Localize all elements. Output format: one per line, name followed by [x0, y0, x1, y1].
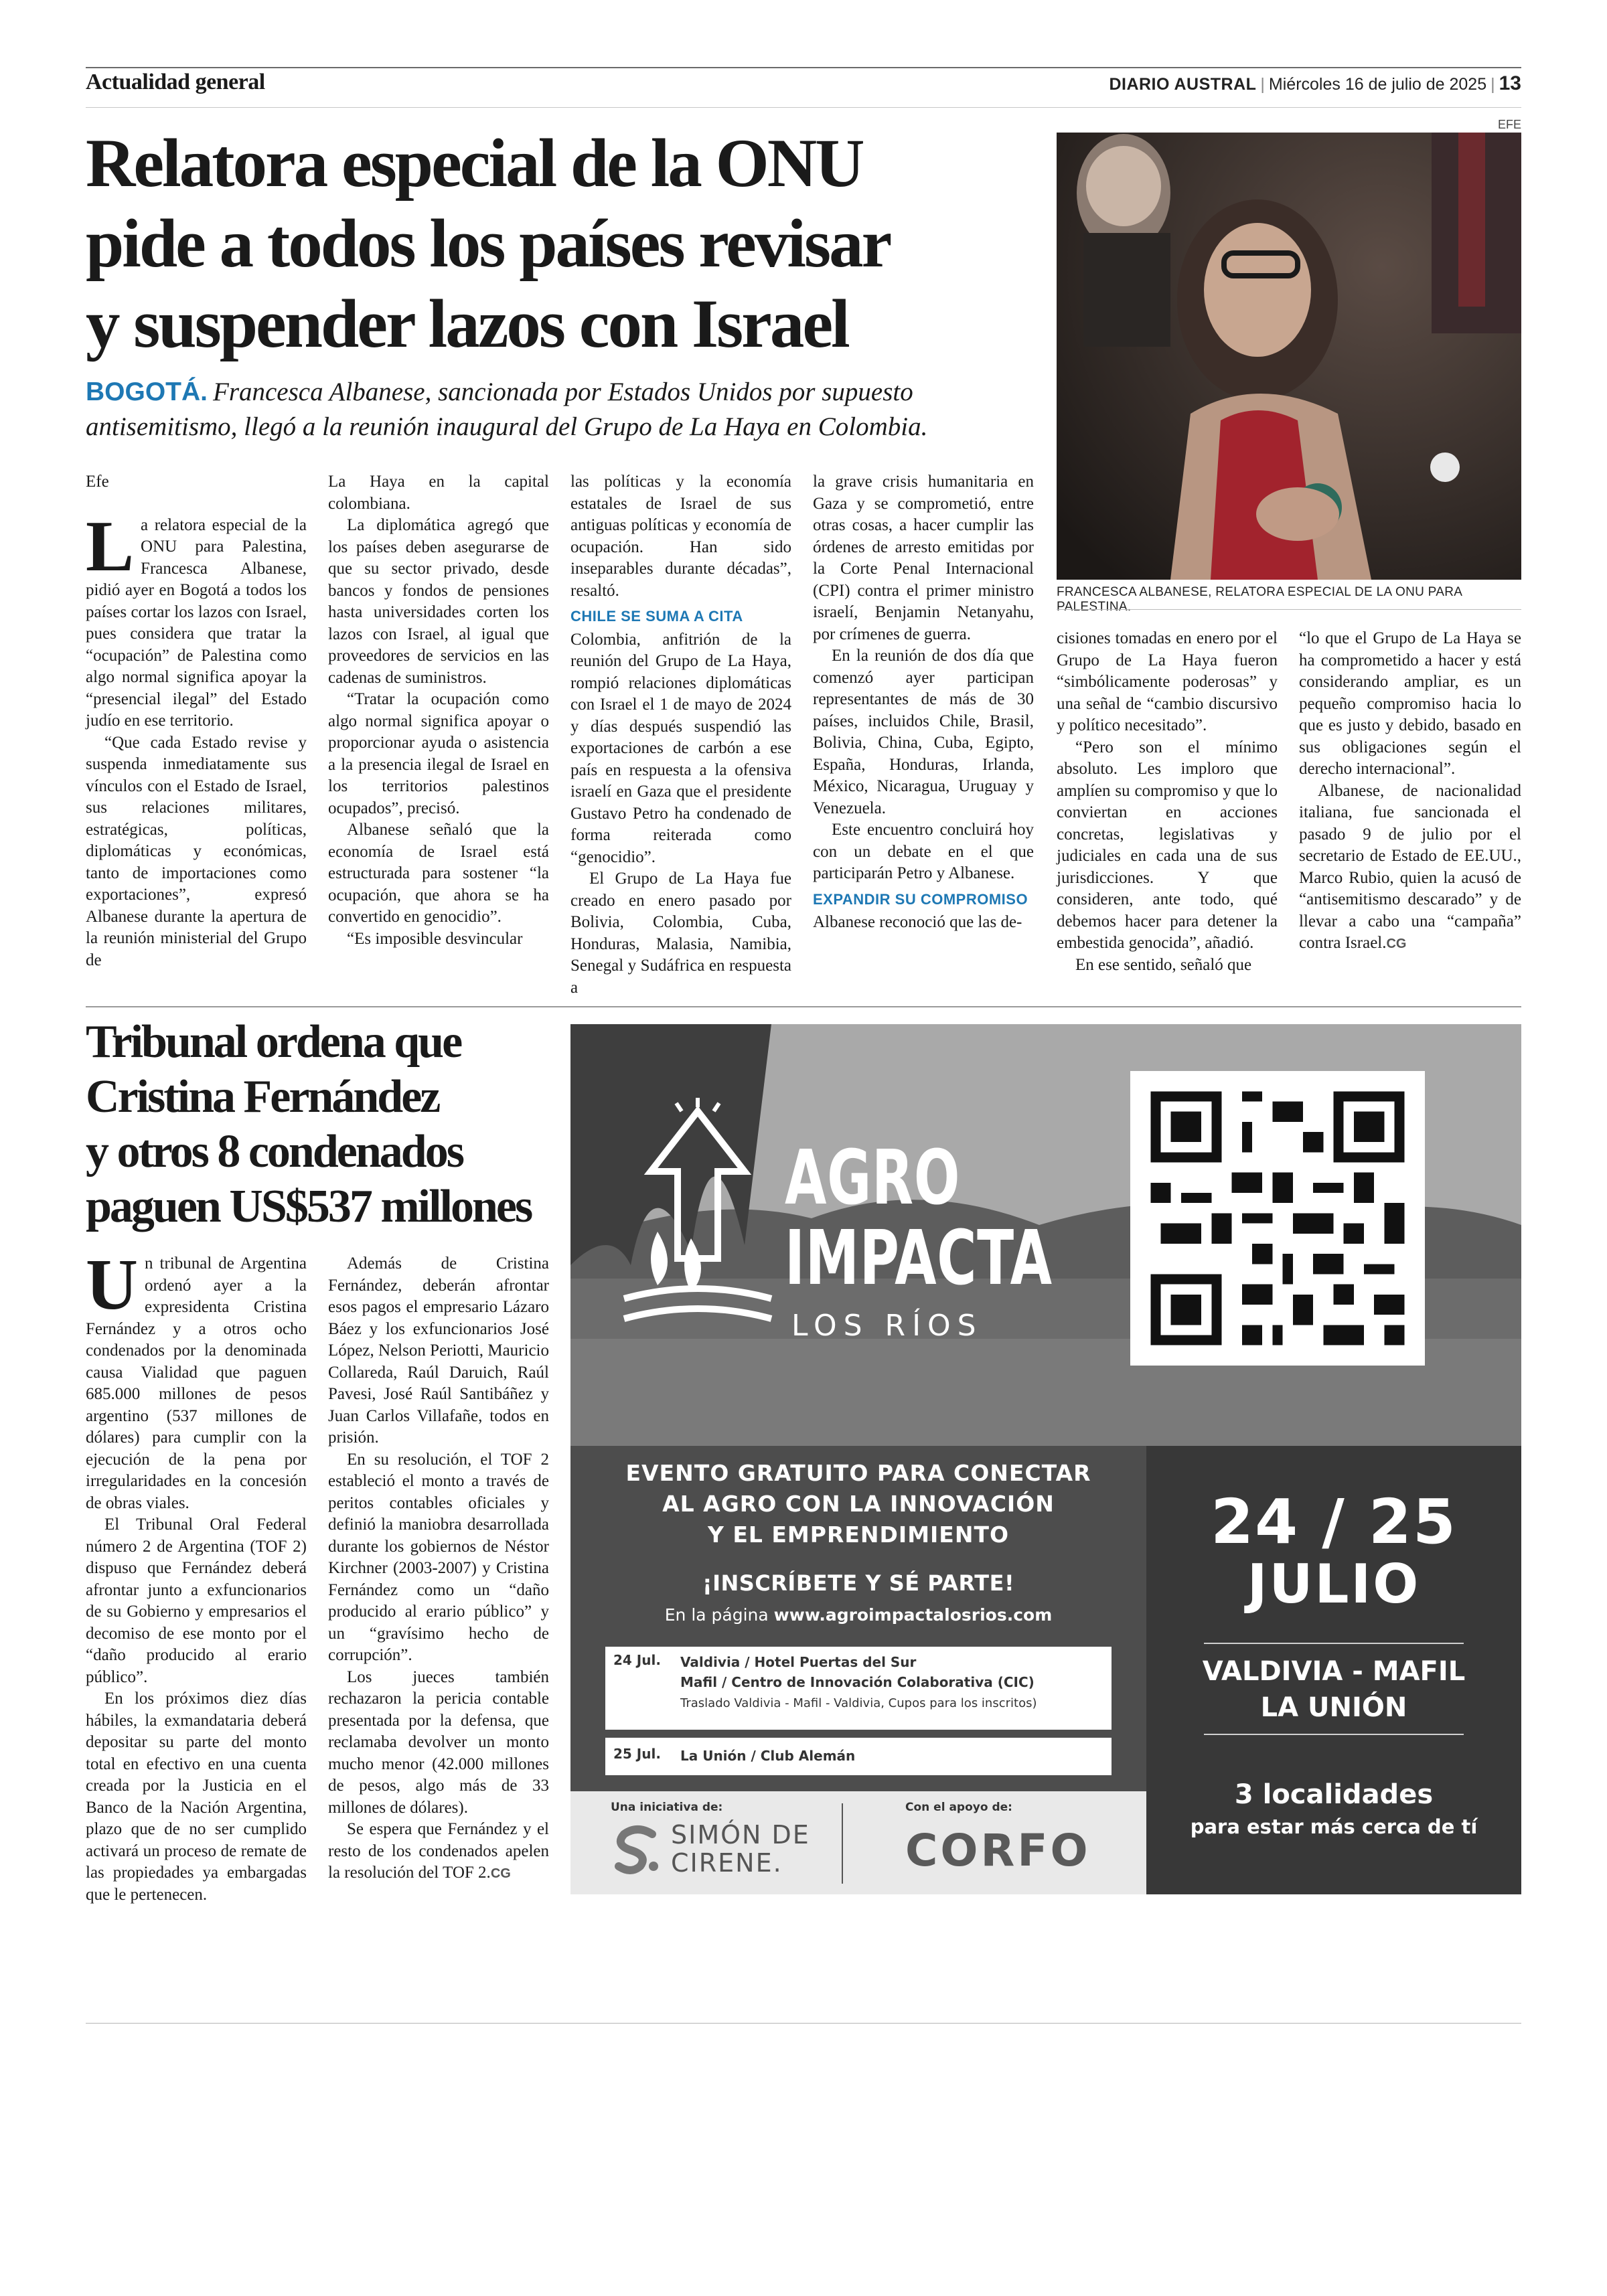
- paragraph: las políticas y la economía estatales de Israel de sus antiguas políticas y economía de ocupación. Han sido inseparables durante décadas”, resaltó.: [570, 473, 791, 600]
- event-month: JULIO: [1247, 1553, 1421, 1615]
- paragraph: El Tribunal Oral Federal número 2 de Argentina (TOF 2) dispuso que Fernández deberá afrontar junto a exfuncionarios de su Gobierno y empresarios el decomiso de ese monto por el “daño producido al erario público”.: [86, 1515, 307, 1686]
- folio-separator: |: [1260, 75, 1265, 94]
- event-line: AL AGRO CON LA INNOVACIÓN: [662, 1491, 1055, 1517]
- dropcap: L: [86, 506, 135, 586]
- support-name: CORFO: [905, 1825, 1091, 1876]
- paragraph: Los jueces también rechazaron la pericia contable presentada por la defensa, que reclamaba devolver un monto mucho menor (42.000 millones de pesos, algo más de 33 millones de dólares).: [328, 1667, 549, 1817]
- paragraph: Este encuentro concluirá hoy con un debate en el que participarán Petro y Albanese.: [813, 821, 1034, 882]
- section-divider: [86, 1006, 1521, 1007]
- schedule-details: [680, 1652, 1095, 1714]
- page-bottom-rule: [86, 2023, 1521, 2024]
- website-line: [570, 1605, 1146, 1625]
- story2-column-2: [328, 1253, 549, 1885]
- city-line: VALDIVIA - MAFIL: [1202, 1656, 1466, 1687]
- story1-column-6: [1299, 628, 1521, 955]
- paragraph: La Haya en la capital colombiana.: [328, 473, 549, 513]
- caption-rule: [1057, 609, 1521, 610]
- schedule-line: Mafil / Centro de Innovación Colaborativa (CIC): [680, 1674, 1035, 1690]
- story1-column-4: [813, 471, 1034, 934]
- schedule-line: Valdivia / Hotel Puertas del Sur: [680, 1654, 917, 1670]
- initiative-label: Una iniciativa de:: [611, 1801, 723, 1814]
- page-number: 13: [1499, 72, 1521, 94]
- publication-date: Miércoles 16 de julio de 2025: [1268, 75, 1487, 94]
- headline-line: pide a todos los países revisar: [86, 206, 891, 282]
- story1-column-1: [86, 471, 307, 971]
- paragraph: En ese sentido, señaló que: [1075, 955, 1252, 974]
- initiative-line: SIMÓN DE: [671, 1820, 810, 1850]
- header-bottom-rule: [86, 107, 1521, 108]
- headline-line: Cristina Fernández: [86, 1071, 439, 1123]
- simon-de-cirene-logo-icon: [611, 1822, 664, 1876]
- deck-text: Francesca Albanese, sancionada por Estados Unidos por supuesto antisemitismo, llegó a la reunión inaugural del Grupo de La Haya en Colombia.: [86, 378, 928, 441]
- paragraph: la grave crisis humanitaria en Gaza y se comprometió, entre otras cosas, a hacer cumplir las órdenes de arresto emitidas por la Corte Penal Internacional (CPI) contra el primer ministro israelí, Benjamin Netanyahu, por crímenes de guerra.: [813, 473, 1034, 643]
- ad-landscape: [570, 1024, 1521, 1446]
- call-to-action: ¡INSCRÍBETE Y SÉ PARTE!: [702, 1570, 1015, 1596]
- section-label: Actualidad general: [86, 70, 265, 94]
- photo-caption: FRANCESCA ALBANESE, RELATORA ESPECIAL DE LA ONU PARA PALESTINA.: [1057, 585, 1462, 614]
- paragraph: “Es imposible desvincular: [347, 929, 523, 948]
- byline: Efe: [86, 473, 109, 491]
- folio-separator: |: [1490, 75, 1495, 94]
- city-line: LA UNIÓN: [1260, 1692, 1407, 1723]
- paragraph: Además de Cristina Fernández, deberán afrontar esos pagos el empresario Lázaro Báez y los exfuncionarios José López, Nelson Periotti, Mauricio Collareda, Raúl Daruich, Raúl Pavesi, José Raúl Santibáñez y Juan Carlos Villafañe, todos en prisión.: [328, 1254, 549, 1447]
- page-folio: [1109, 72, 1521, 95]
- paragraph-text: Albanese, de nacionalidad italiana, fue sancionada el pasado 9 de julio por el secretario de Estado de EE.UU., Marco Rubio, quien la acusó de “antisemitismo descarado” y de llevar a cabo una “campaña” contra Israel.: [1299, 781, 1521, 952]
- story-deck: [86, 375, 1037, 444]
- brand-line: IMPACTA: [785, 1215, 1053, 1302]
- event-cities: [1146, 1653, 1521, 1726]
- paragraph-text: a relatora especial de la ONU para Palestina, Francesca Albanese, pidió ayer en Bogotá a todos los países cortar los lazos con Israel, pues considera que tratar la “ocupación” de Palestina como algo normal significa apoyar la “presencial ilegal” del Estado judío en ese territorio.: [86, 515, 307, 730]
- event-description: [570, 1458, 1146, 1550]
- ad-brand-name: [785, 1135, 1053, 1302]
- schedule-item: [605, 1738, 1112, 1775]
- paragraph: El Grupo de La Haya fue creado en enero pasado por Bolivia, Colombia, Cuba, Honduras, Malasia, Namibia, Senegal y Sudáfrica en respuesta a: [570, 870, 791, 997]
- event-line: EVENTO GRATUITO PARA CONECTAR: [625, 1460, 1091, 1486]
- ad-rule: [1204, 1734, 1464, 1735]
- schedule-item: [605, 1647, 1112, 1730]
- tagline: para estar más cerca de tí: [1190, 1815, 1478, 1838]
- headline-line: Tribunal ordena que: [86, 1016, 461, 1068]
- localities: 3 localidades: [1234, 1779, 1434, 1810]
- photo-credit: EFE: [1497, 118, 1521, 131]
- paragraph: Albanese señaló que la economía de Israel está estructurada para sostener “la ocupación, que ahora se ha convertido en genocidio”.: [328, 821, 549, 926]
- story1-column-3: [570, 471, 791, 999]
- story1-column-2: [328, 471, 549, 950]
- photo-illustration: [1057, 133, 1521, 580]
- headline-line: y suspender lazos con Israel: [86, 286, 848, 362]
- schedule-details: [680, 1746, 1095, 1766]
- initiative-line: CIRENE.: [671, 1848, 783, 1878]
- ad-rule: [1204, 1643, 1464, 1644]
- headline-line: paguen US$537 millones: [86, 1181, 532, 1232]
- schedule-line: La Unión / Club Alemán: [680, 1748, 856, 1764]
- paragraph-text: n tribunal de Argentina ordenó ayer a la expresidenta Cristina Fernández y a otros ocho condenados por la denominada causa Vialidad que paguen 685.000 millones de pesos argentino (537 millones de dólares) para cumplir con la ejecución de la pena por irregularidades en la concesión de obras viales.: [86, 1254, 307, 1512]
- paragraph: “lo que el Grupo de La Haya se ha comprometido a hacer y está considerando ampliar, es un pequeño compromiso hacia lo que es justo y debido, basado en sus obligaciones según el derecho internacional”.: [1299, 629, 1521, 778]
- qr-code-icon: [1130, 1071, 1425, 1366]
- subhead: EXPANDIR SU COMPROMISO: [813, 890, 1028, 908]
- brand-line: AGRO: [785, 1135, 961, 1222]
- header-top-rule: [86, 67, 1521, 68]
- story1-column-5: [1057, 628, 1278, 976]
- schedule-note: Traslado Valdivia - Mafil - Valdivia, Cupos para los inscritos): [680, 1696, 1037, 1710]
- paragraph: Albanese reconoció que las de-: [813, 913, 1022, 931]
- story2-column-1: [86, 1245, 307, 1906]
- paragraph: [86, 1245, 307, 1514]
- paragraph: “Tratar la ocupación como algo normal significa apoyar o proporcionar ayuda o asistencia a la presencia ilegal de Israel en los territorios palestinos ocupados”, precisó.: [328, 690, 549, 817]
- end-mark-icon: CG: [1386, 936, 1407, 951]
- end-mark-icon: CG: [490, 1866, 511, 1881]
- initiative-name: [671, 1821, 810, 1877]
- paragraph: La diplomática agregó que los países deben asegurarse de que su sector privado, desde bancos y fondos de pensiones hasta universidades corten los lazos con Israel, al igual que proveedores de servicios en las cadenas de suministros.: [328, 516, 549, 687]
- schedule-date: 24 Jul.: [613, 1652, 661, 1668]
- dateline: BOGOTÁ.: [86, 378, 208, 406]
- agro-impacta-logo-icon: [617, 1098, 778, 1339]
- website-prefix: En la página: [664, 1605, 769, 1625]
- agro-impacta-advertisement: [570, 1024, 1521, 1894]
- paragraph: En la reunión de dos día que comenzó ayer participan representantes de más de 30 países, incluidos Chile, Brasil, Bolivia, China, Cuba, Egipto, España, Honduras, Irlanda, México, Nicaragua, Uruguay y Venezuela.: [813, 647, 1034, 817]
- paragraph: En su resolución, el TOF 2 estableció el monto a través de peritos contables oficiales y definió la maniobra desarrollada durante los gobiernos de Néstor Kirchner (2003-2007) y Cristina Fernández como un “daño producido al erario público” y un “gravísimo hecho de corrupción”.: [328, 1450, 549, 1664]
- main-headline: [86, 123, 1037, 364]
- news-photo: [1057, 133, 1521, 580]
- paragraph: En los próximos diez días hábiles, la exmandataria deberá depositar su parte del monto total en efectivo en una cuenta creada por la Justicia en el Banco de la Nación Argentina, plazo que de no ser cumplido activará un proceso de remate de las propiedades ya embargadas que le pertenecen.: [86, 1690, 307, 1904]
- paragraph: [1299, 781, 1521, 955]
- support-label: Con el apoyo de:: [905, 1801, 1012, 1814]
- subhead: CHILE SE SUMA A CITA: [570, 608, 743, 625]
- second-headline: [86, 1015, 581, 1234]
- paragraph: “Que cada Estado revise y suspenda inmediatamente sus vínculos con el Estado de Israel, sus relaciones militares, estratégicas, políticas, diplomáticas y económicas, tanto de importaciones como exportaciones”, expresó Albanese durante la apertura de la reunión ministerial del Grupo de: [86, 733, 307, 969]
- paragraph-text: Se espera que Fernández y el resto de los condenados apelen la resolución del TOF 2.: [328, 1820, 549, 1882]
- paragraph: [86, 506, 307, 732]
- headline-line: y otros 8 condenados: [86, 1126, 463, 1177]
- headline-line: Relatora especial de la ONU: [86, 125, 863, 201]
- paragraph: cisiones tomadas en enero por el Grupo de La Haya fueron “simbólicamente poderosas” y una señal de “cambio discursivo y político necesitado”.: [1057, 629, 1278, 734]
- event-line: Y EL EMPRENDIMIENTO: [707, 1522, 1010, 1548]
- website-url[interactable]: www.agroimpactalosrios.com: [773, 1605, 1053, 1625]
- paragraph: Colombia, anfitrión de la reunión del Grupo de La Haya, rompió relaciones diplomáticas con Israel el 1 de mayo de 2024 y días después suspendió las exportaciones de carbón a ese país en respuesta a la ofensiva israelí en Gaza que el presidente Gustavo Petro ha condenado de forma reiterada como “genocidio”.: [570, 630, 791, 866]
- paragraph: “Pero son el mínimo absoluto. Les imploro que amplíen su compromiso y que lo conviertan en acciones concretas, legislativas y judiciales en cada una de sus jurisdicciones. Y que consideren, ante todo, qué debemos hacer para detener la embestida genocida”, añadió.: [1057, 738, 1278, 952]
- paragraph: [328, 1819, 549, 1885]
- dropcap: U: [86, 1245, 138, 1325]
- event-dates: 24 / 25: [1211, 1486, 1457, 1558]
- schedule-date: 25 Jul.: [613, 1746, 661, 1762]
- publication-name: DIARIO AUSTRAL: [1109, 75, 1257, 94]
- ad-brand-region: LOS RÍOS: [791, 1309, 983, 1343]
- qr-pattern: [1130, 1071, 1425, 1366]
- sponsor-divider: [842, 1803, 843, 1884]
